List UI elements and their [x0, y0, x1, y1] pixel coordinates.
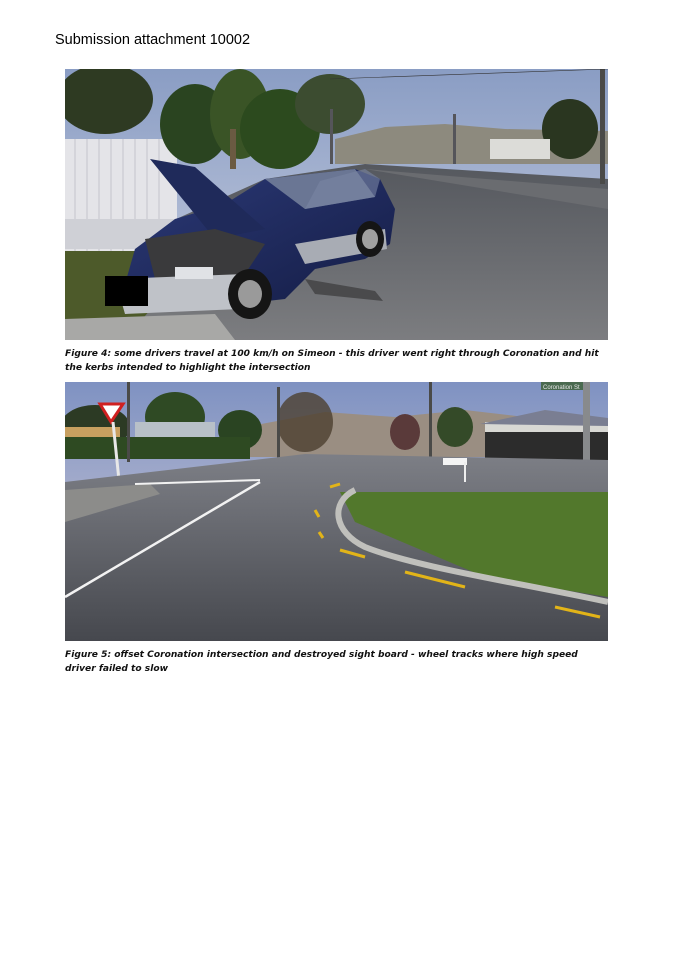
crash-photo — [65, 69, 608, 340]
street-sign: Coronation St — [543, 385, 580, 391]
page-header: Submission attachment 10002 — [55, 32, 251, 48]
figure-4-caption: Figure 4: some drivers travel at 100 km/h on Simeon - this driver went right through Coronation and hit the kerbs intended to highlight the intersection — [65, 349, 599, 373]
intersection-photo — [65, 382, 608, 641]
figure-5-caption: Figure 5: offset Coronation intersection and destroyed sight board - wheel tracks where high speed driver failed to slow — [65, 650, 578, 674]
